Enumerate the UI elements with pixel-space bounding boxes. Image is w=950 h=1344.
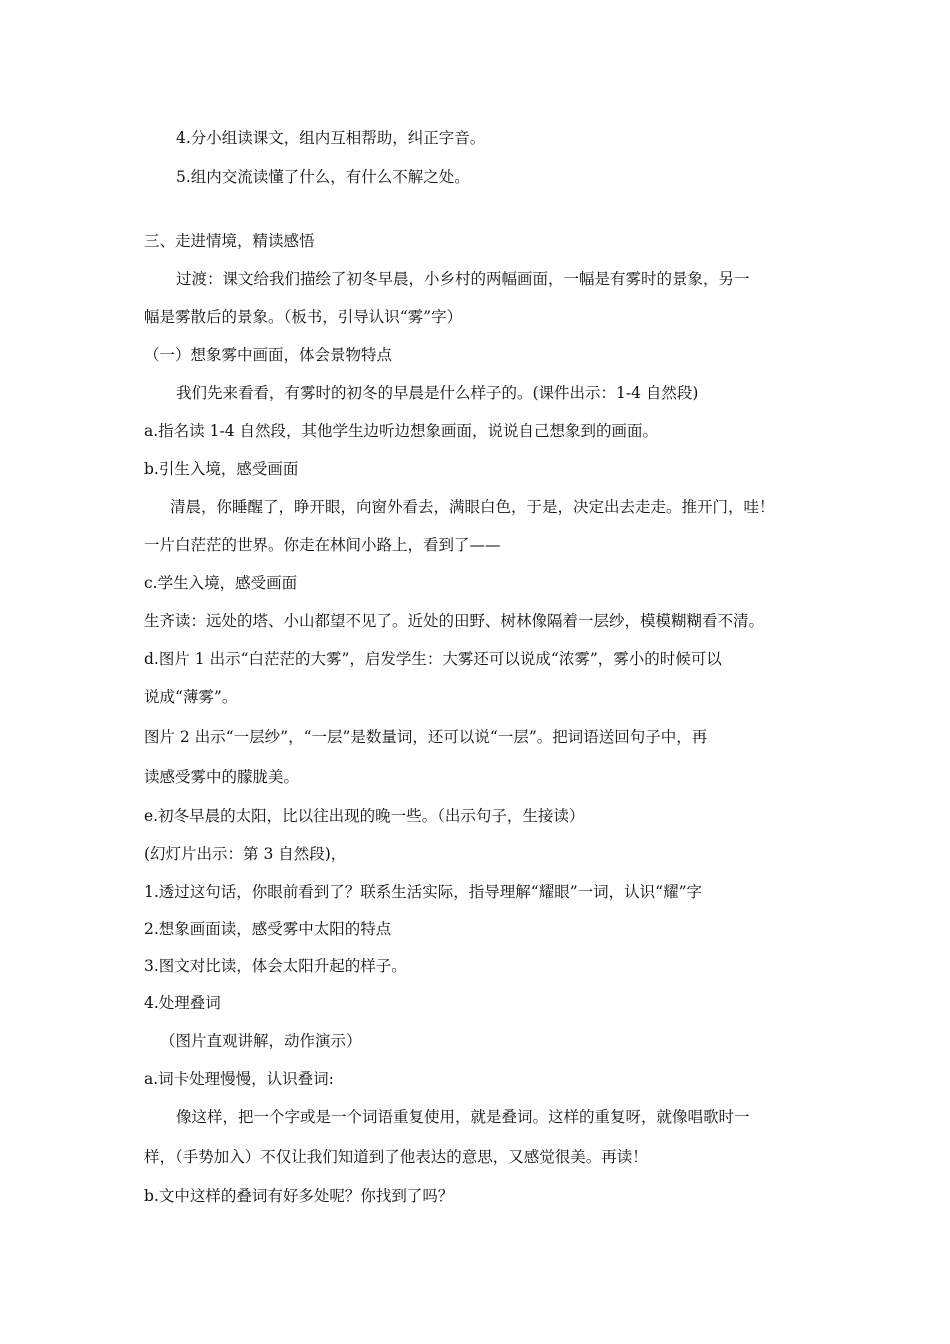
- text-line: 图片 2 出示“一层纱”，“一层”是数量词，还可以说“一层”。把词语送回句子中，再: [144, 728, 708, 746]
- text-line: 过渡：课文给我们描绘了初冬早晨，小乡村的两幅画面，一幅是有雾时的景象，另一: [176, 270, 750, 288]
- text-line: 我们先来看看，有雾时的初冬的早晨是什么样子的。(课件出示：1-4 自然段): [176, 384, 699, 402]
- text-line: c.学生入境，感受画面: [144, 574, 298, 592]
- text-line: 样，（手势加入）不仅让我们知道到了他表达的意思，又感觉很美。再读！: [144, 1148, 648, 1166]
- text-line: 2.想象画面读，感受雾中太阳的特点: [144, 920, 392, 938]
- text-line: d.图片 1 出示“白茫茫的大雾”，启发学生：大雾还可以说成“浓雾”，雾小的时候可以: [144, 650, 722, 668]
- text-line: e.初冬早晨的太阳，比以往出现的晚一些。（出示句子，生接读）: [144, 807, 585, 825]
- text-line: 4.分小组读课文，组内互相帮助，纠正字音。: [176, 129, 486, 147]
- text-line: (幻灯片出示：第 3 自然段)，: [144, 845, 347, 863]
- text-line: 5.组内交流读懂了什么，有什么不解之处。: [176, 168, 470, 186]
- section-heading: 三、走进情境，精读感悟: [144, 232, 315, 250]
- text-line: b.文中这样的叠词有好多处呢？你找到了吗？: [144, 1187, 454, 1205]
- text-line: 1.透过这句话，你眼前看到了？联系生活实际，指导理解“耀眼”一词，认识“耀”字: [144, 883, 702, 901]
- text-line: 一片白茫茫的世界。你走在林间小路上，看到了——: [144, 536, 501, 554]
- text-line: a.词卡处理慢慢，认识叠词:: [144, 1070, 334, 1088]
- text-line: 幅是雾散后的景象。（板书，引导认识“雾”字）: [144, 308, 463, 326]
- text-line: a.指名读 1-4 自然段，其他学生边听边想象画面，说说自己想象到的画面。: [144, 422, 658, 440]
- text-line: 说成“薄雾”。: [144, 688, 238, 706]
- text-line: 4.处理叠词: [144, 994, 221, 1012]
- text-line: 3.图文对比读，体会太阳升起的样子。: [144, 957, 407, 975]
- text-line: 生齐读：远处的塔、小山都望不见了。近处的田野、树林像隔着一层纱，模模糊糊看不清。: [144, 612, 765, 630]
- text-line: b.引生入境，感受画面: [144, 460, 299, 478]
- text-line: 读感受雾中的朦胧美。: [144, 768, 300, 786]
- text-line: 清晨，你睡醒了，睁开眼，向窗外看去，满眼白色，于是，决定出去走走。推开门，哇！: [170, 498, 775, 516]
- subsection-heading: （一）想象雾中画面，体会景物特点: [144, 346, 393, 364]
- text-line: 像这样，把一个字或是一个词语重复使用，就是叠词。这样的重复呀，就像唱歌时一: [176, 1108, 750, 1126]
- text-line: （图片直观讲解，动作演示）: [160, 1032, 362, 1050]
